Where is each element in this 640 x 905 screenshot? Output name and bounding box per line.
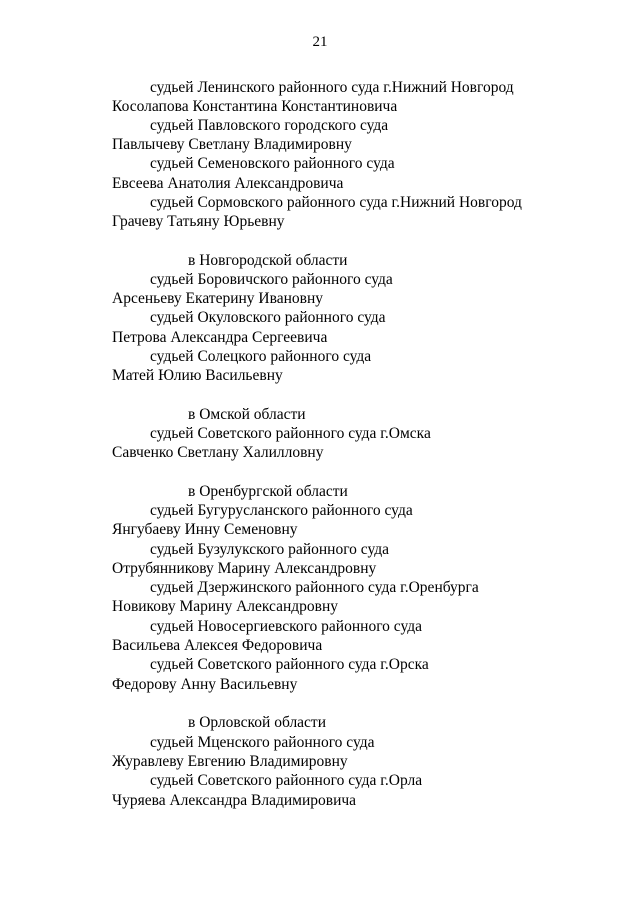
- person-line: Матей Юлию Васильевну: [112, 367, 283, 384]
- page-number: 21: [312, 34, 328, 50]
- court-line: судьей Советского районного суда г.Орска: [150, 656, 429, 673]
- person-line: Косолапова Константина Константиновича: [112, 98, 398, 115]
- person-line: Чуряева Александра Владимировича: [112, 792, 357, 809]
- region-heading: в Орловской области: [188, 714, 327, 731]
- person-line: Петрова Александра Сергеевича: [112, 329, 328, 346]
- court-line: судьей Мценского районного суда: [150, 734, 375, 751]
- person-line: Васильева Алексея Федоровича: [112, 637, 323, 654]
- region-heading: в Омской области: [188, 406, 306, 423]
- court-line: судьей Советского районного суда г.Орла: [150, 772, 423, 789]
- person-line: Федорову Анну Васильевну: [112, 676, 298, 693]
- person-line: Грачеву Татьяну Юрьевну: [112, 213, 285, 230]
- region-heading: в Новгородской области: [188, 252, 348, 269]
- court-line: судьей Боровичского районного суда: [150, 271, 393, 288]
- person-line: Евсеева Анатолия Александровича: [112, 175, 344, 192]
- person-line: Павлычеву Светлану Владимировну: [112, 136, 352, 153]
- court-line: судьей Павловского городского суда: [150, 117, 389, 134]
- region-heading: в Оренбургской области: [188, 483, 348, 500]
- court-line: судьей Солецкого районного суда: [150, 348, 372, 365]
- court-line: судьей Новосергиевского районного суда: [150, 618, 422, 635]
- court-line: судьей Семеновского районного суда: [150, 155, 395, 172]
- court-line: судьей Бугурусланского районного суда: [150, 502, 413, 519]
- person-line: Новикову Марину Александровну: [112, 598, 339, 615]
- court-line: судьей Дзержинского районного суда г.Оренбурга: [150, 579, 479, 596]
- court-line: судьей Советского районного суда г.Омска: [150, 425, 431, 442]
- person-line: Журавлеву Евгению Владимировну: [112, 753, 348, 770]
- court-line: судьей Ленинского районного суда г.Нижний Новгород: [150, 79, 514, 96]
- court-line: судьей Бузулукского районного суда: [150, 541, 390, 558]
- court-line: судьей Сормовского районного суда г.Нижний Новгород: [150, 194, 522, 211]
- person-line: Янгубаеву Инну Семеновну: [112, 521, 298, 538]
- person-line: Савченко Светлану Халилловну: [112, 444, 324, 461]
- person-line: Отрубянникову Марину Александровну: [112, 560, 377, 577]
- person-line: Арсеньеву Екатерину Ивановну: [112, 290, 324, 307]
- court-line: судьей Окуловского районного суда: [150, 309, 386, 326]
